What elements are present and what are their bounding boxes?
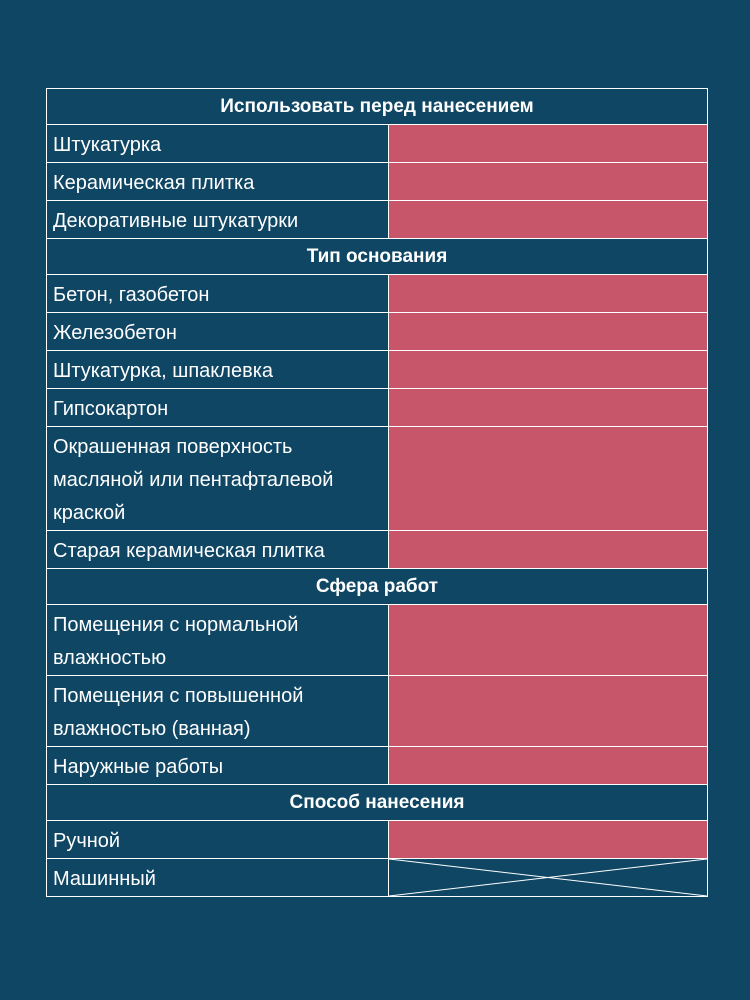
row-label: Помещения с нормальной влажностью	[47, 605, 389, 675]
section-header-usage: Использовать перед нанесением	[47, 89, 707, 125]
marked-cell	[389, 427, 707, 530]
marked-cell	[389, 275, 707, 312]
table-row	[47, 821, 707, 859]
crossed-cell	[389, 859, 707, 896]
table-row	[47, 531, 707, 569]
table-row	[47, 125, 707, 163]
row-label: Гипсокартон	[47, 389, 389, 426]
section-header-base-type: Тип основания	[47, 239, 707, 275]
row-label: Керамическая плитка	[47, 163, 389, 200]
table-row	[47, 275, 707, 313]
marked-cell	[389, 676, 707, 746]
row-label: Декоративные штукатурки	[47, 201, 389, 238]
marked-cell	[389, 531, 707, 568]
row-label: Помещения с повышенной влажностью (ванная)	[47, 676, 389, 746]
marked-cell	[389, 389, 707, 426]
table-row	[47, 605, 707, 676]
section-header-scope: Сфера работ	[47, 569, 707, 605]
row-label: Железобетон	[47, 313, 389, 350]
table-row	[47, 163, 707, 201]
table-row	[47, 747, 707, 785]
marked-cell	[389, 351, 707, 388]
table-row	[47, 676, 707, 747]
table-row	[47, 201, 707, 239]
row-label: Старая керамическая плитка	[47, 531, 389, 568]
row-label: Машинный	[47, 859, 389, 896]
section-header-method: Способ нанесения	[47, 785, 707, 821]
row-label: Штукатурка, шпаклевка	[47, 351, 389, 388]
row-label: Окрашенная поверхность масляной или пентафталевой краской	[47, 427, 389, 530]
table-row	[47, 859, 707, 896]
row-label: Штукатурка	[47, 125, 389, 162]
table-row	[47, 427, 707, 531]
properties-table	[46, 88, 708, 897]
marked-cell	[389, 313, 707, 350]
marked-cell	[389, 201, 707, 238]
marked-cell	[389, 605, 707, 675]
table-row	[47, 313, 707, 351]
table-row	[47, 351, 707, 389]
table-row	[47, 389, 707, 427]
row-label: Бетон, газобетон	[47, 275, 389, 312]
row-label: Ручной	[47, 821, 389, 858]
marked-cell	[389, 821, 707, 858]
marked-cell	[389, 163, 707, 200]
row-label: Наружные работы	[47, 747, 389, 784]
marked-cell	[389, 125, 707, 162]
cross-icon	[389, 859, 707, 896]
marked-cell	[389, 747, 707, 784]
